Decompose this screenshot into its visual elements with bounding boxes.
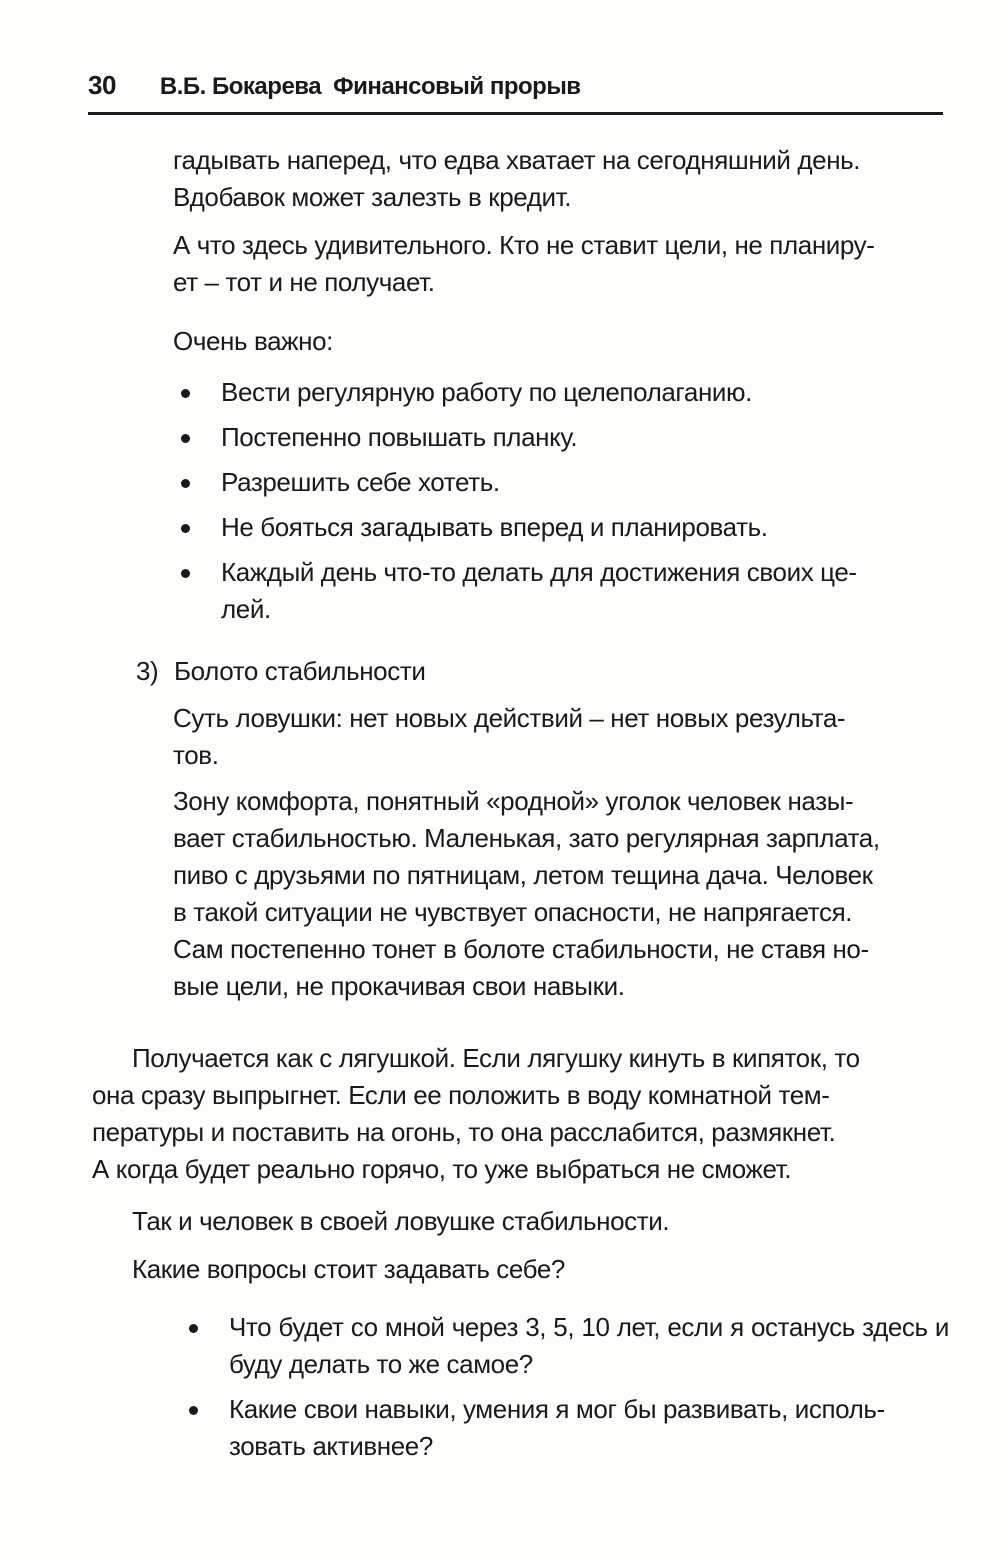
header-rule: [88, 112, 943, 115]
text-line: Получается как с лягушкой. Если лягушку кинуть в кипяток, то: [132, 1043, 860, 1073]
list-item-line: зовать активнее?: [229, 1431, 433, 1461]
text-line: она сразу выпрыгнет. Если ее положить в воду комнатной тем-: [92, 1080, 830, 1110]
list-item-line: лей.: [221, 594, 271, 624]
important-heading: [173, 323, 943, 360]
list-item: Что будет со мной через 3, 5, 10 лет, если я останусь здесь и буду делать то же самое?: [183, 1309, 949, 1383]
text-line: Сам постепенно тонет в болоте стабильности, не ставя но-: [173, 934, 869, 964]
section-number: 3): [136, 656, 159, 686]
text-line: пиво с друзьями по пятницам, летом тещина дача. Человек: [173, 860, 873, 890]
important-list: [175, 374, 943, 628]
comfort-zone-paragraph: [173, 783, 943, 1005]
text-line: пературы и поставить на огонь, то она расслабится, размякнет.: [92, 1117, 836, 1147]
intro-paragraph-2: [173, 227, 943, 301]
list-item: Не бояться загадывать вперед и планировать.: [175, 509, 943, 546]
text-line: в такой ситуации не чувствует опасности, не напрягается.: [173, 897, 853, 927]
list-item: Постепенно повышать планку.: [175, 419, 943, 456]
text-line: Вдобавок может залезть в кредит.: [173, 182, 572, 212]
page-number: 30: [88, 70, 116, 100]
text-line: Зону комфорта, понятный «родной» уголок человек назы-: [173, 786, 854, 816]
questions-list: [183, 1309, 949, 1465]
text-line: Какие вопросы стоит задавать себе?: [132, 1254, 565, 1284]
trap-essence: [173, 700, 943, 774]
list-item: Разрешить себе хотеть.: [175, 464, 943, 501]
section-title: Болото стабильности: [174, 656, 426, 686]
book-title: Финансовый прорыв: [333, 73, 581, 100]
list-item: Вести регулярную работу по целеполаганию.: [175, 374, 943, 411]
author-name: В.Б. Бокарева: [159, 73, 322, 100]
text-line: Суть ловушки: нет новых действий – нет новых результа-: [173, 703, 846, 733]
text-line: тов.: [173, 740, 219, 770]
list-item-line: Каждый день что-то делать для достижения своих це-: [221, 557, 857, 587]
same-person-line: [132, 1203, 947, 1240]
text-line: вает стабильностью. Маленькая, зато регулярная зарплата,: [173, 823, 880, 853]
text-line: Очень важно:: [173, 326, 333, 356]
frog-paragraph: [92, 1040, 947, 1188]
text-line: Так и человек в своей ловушке стабильности.: [132, 1206, 670, 1236]
text-line: гадывать наперед, что едва хватает на сегодняшний день.: [173, 145, 861, 175]
text-line: ет – тот и не получает.: [173, 267, 435, 297]
text-line: А когда будет реально горячо, то уже выбраться не сможет.: [92, 1154, 792, 1184]
questions-intro: [132, 1251, 947, 1288]
list-item: [183, 1391, 949, 1465]
text-line: А что здесь удивительного. Кто не ставит цели, не планиру-: [173, 230, 875, 260]
list-item: [175, 554, 943, 628]
running-head: [88, 70, 943, 110]
section-3-heading: [136, 653, 425, 690]
list-item-line: Какие свои навыки, умения я мог бы развивать, исполь-: [229, 1394, 885, 1424]
intro-paragraph-1: [173, 142, 943, 216]
text-line: вые цели, не прокачивая свои навыки.: [173, 971, 625, 1001]
